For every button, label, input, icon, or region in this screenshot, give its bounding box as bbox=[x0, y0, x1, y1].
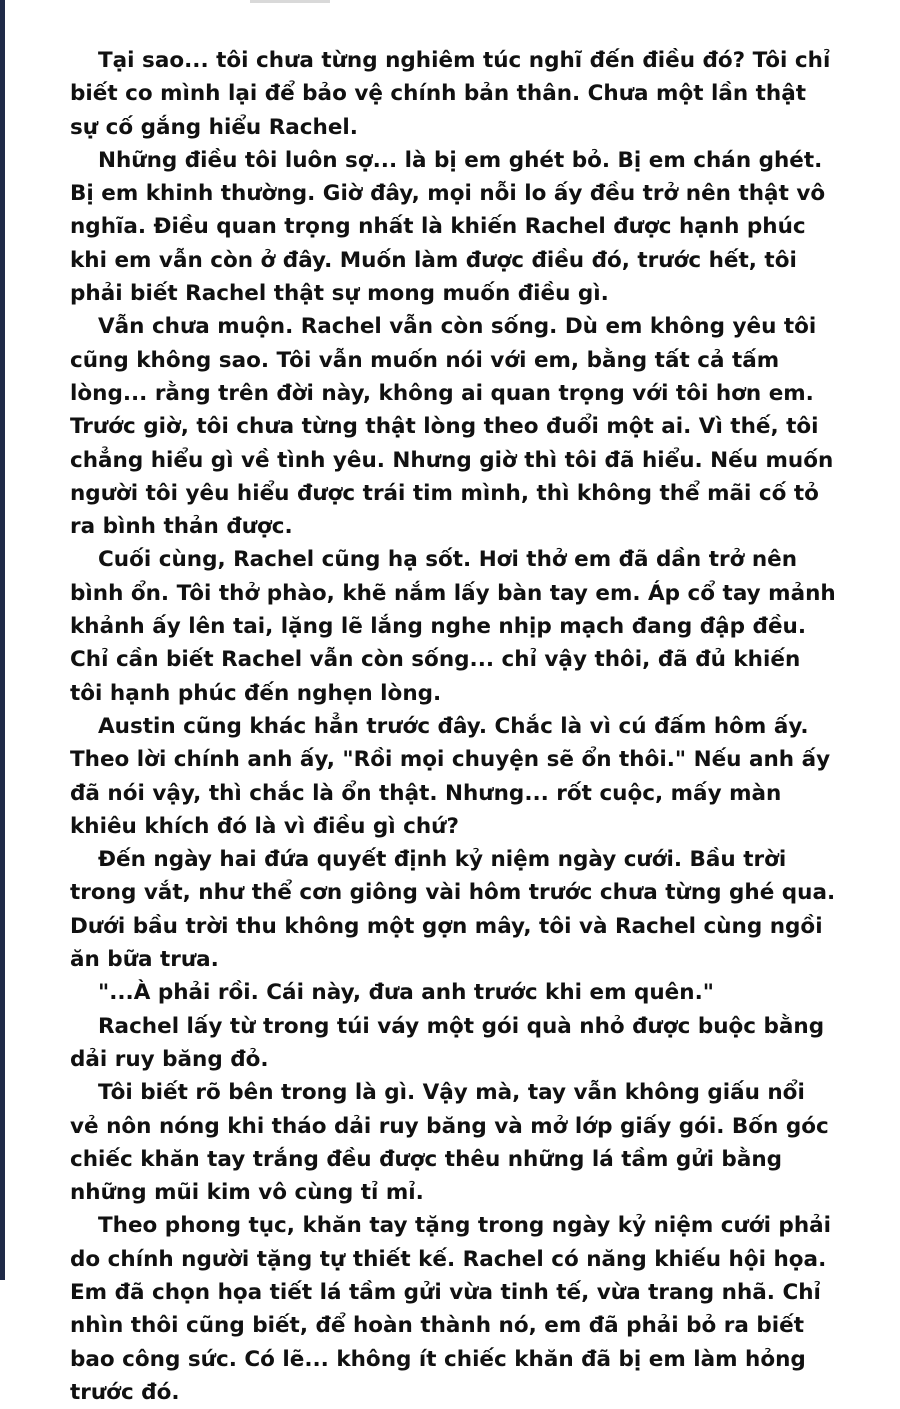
novel-text-body bbox=[70, 44, 840, 1409]
paragraph-3: Vẫn chưa muộn. Rachel vẫn còn sống. Dù em không yêu tôi cũng không sao. Tôi vẫn muốn nói với em, bằng tất cả tấm lòng... rằng trên đời này, không ai quan trọng với tôi hơn em. Trước giờ, tôi chưa từng thật lòng theo đuổi một ai. Vì thế, tôi chẳng hiểu gì về tình yêu. Nhưng giờ thì tôi đã hiểu. Nếu muốn người tôi yêu hiểu được trái tim mình, thì không thể mãi cố tỏ ra bình thản được. bbox=[70, 314, 834, 540]
paragraph-5: Austin cũng khác hẳn trước đây. Chắc là vì cú đấm hôm ấy. Theo lời chính anh ấy, "Rồi mọi chuyện sẽ ổn thôi." Nếu anh ấy đã nói vậy, thì chắc là ổn thật. Nhưng... rốt cuộc, mấy màn khiêu khích đó là vì điều gì chứ? bbox=[70, 713, 831, 839]
paragraph-8: Rachel lấy từ trong túi váy một gói quà nhỏ được buộc bằng dải ruy băng đỏ. bbox=[70, 1013, 825, 1072]
paragraph-6: Đến ngày hai đứa quyết định kỷ niệm ngày cưới. Bầu trời trong vắt, như thể cơn giông vài hôm trước chưa từng ghé qua. Dưới bầu trời thu không một gợn mây, tôi và Rachel cùng ngồi ăn bữa trưa. bbox=[70, 847, 836, 973]
paragraph-9: Tôi biết rõ bên trong là gì. Vậy mà, tay vẫn không giấu nổi vẻ nôn nóng khi tháo dải ruy băng và mở lớp giấy gói. Bốn góc chiếc khăn tay trắng đều được thêu những lá tầm gửi bằng những mũi kim vô cùng tỉ mỉ. bbox=[70, 1080, 829, 1206]
paragraph-1: Tại sao... tôi chưa từng nghiêm túc nghĩ đến điều đó? Tôi chỉ biết co mình lại để bảo vệ chính bản thân. Chưa một lần thật sự cố gắng hiểu Rachel. bbox=[70, 48, 831, 140]
left-edge-bar bbox=[0, 0, 5, 1280]
paragraph-2: Những điều tôi luôn sợ... là bị em ghét bỏ. Bị em chán ghét. Bị em khinh thường. Giờ đây, mọi nỗi lo ấy đều trở nên thật vô nghĩa. Điều quan trọng nhất là khiến Rachel được hạnh phúc khi em vẫn còn ở đây. Muốn làm được điều đó, trước hết, tôi phải biết Rachel thật sự mong muốn điều gì. bbox=[70, 147, 826, 307]
paragraph-4: Cuối cùng, Rachel cũng hạ sốt. Hơi thở em đã dần trở nên bình ổn. Tôi thở phào, khẽ nắm lấy bàn tay em. Áp cổ tay mảnh khảnh ấy lên tai, lặng lẽ lắng nghe nhịp mạch đang đập đều. Chỉ cần biết Rachel vẫn còn sống... chỉ vậy thôi, đã đủ khiến tôi hạnh phúc đến nghẹn lòng. bbox=[70, 547, 836, 706]
paragraph-10: Theo phong tục, khăn tay tặng trong ngày kỷ niệm cưới phải do chính người tặng tự thiết kế. Rachel có năng khiếu hội họa. Em đã chọn họa tiết lá tầm gửi vừa tinh tế, vừa trang nhã. Chỉ nhìn thôi cũng biết, để hoàn thành nó, em đã phải bỏ ra biết bao công sức. Có lẽ... không ít chiếc khăn đã bị em làm hỏng trước đó. bbox=[70, 1213, 832, 1405]
paragraph-7: "...À phải rồi. Cái này, đưa anh trước khi em quên." bbox=[98, 980, 714, 1006]
top-edge-mark bbox=[250, 0, 330, 3]
